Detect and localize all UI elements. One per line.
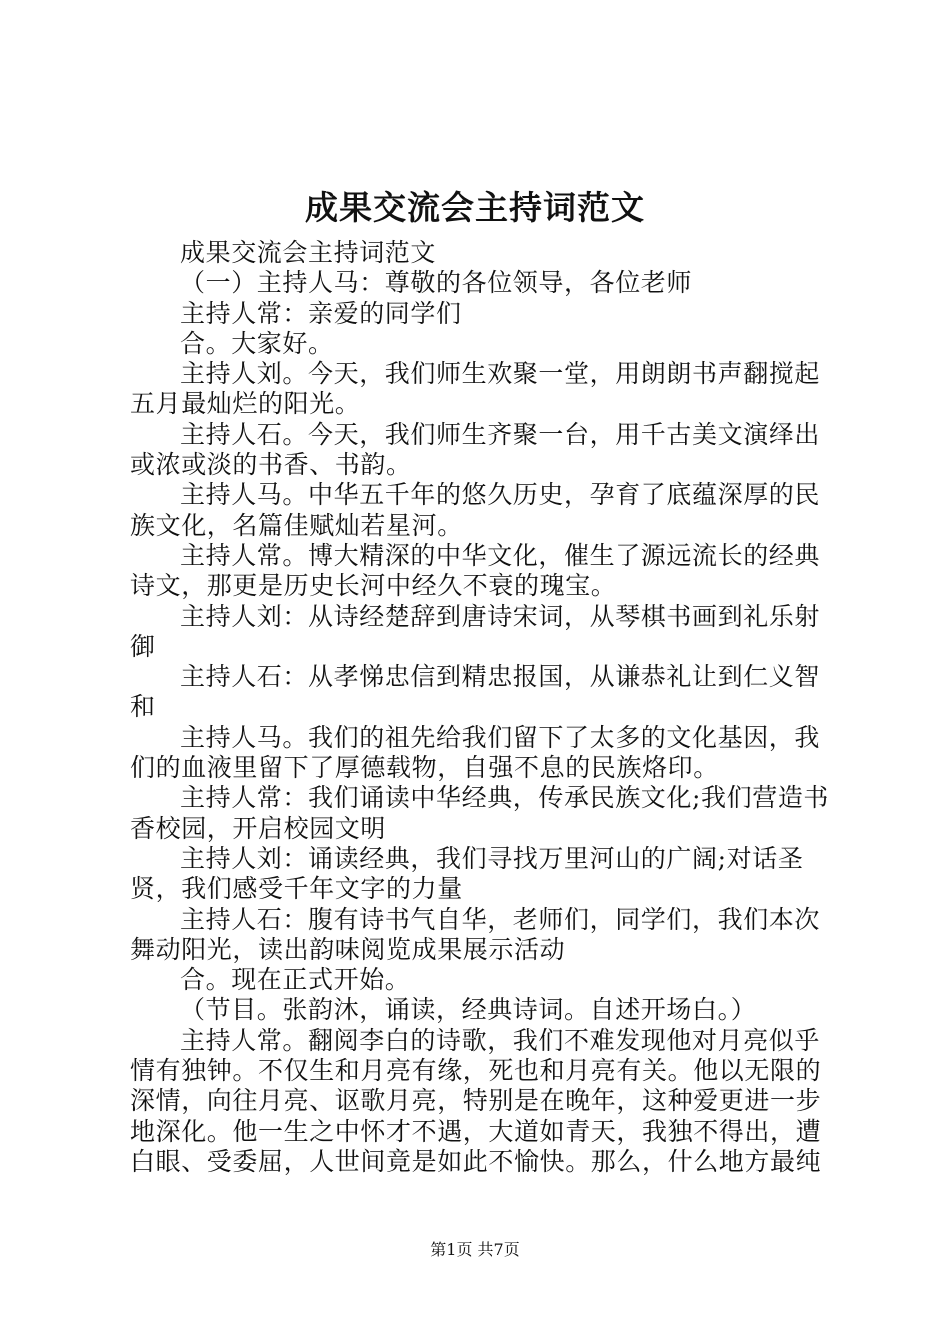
- paragraph: 主持人石：腹有诗书气自华，老师们，同学们，我们本次舞动阳光，读出韵味阅览成果展示活动: [130, 904, 821, 964]
- page-footer: 第1页 共7页: [430, 1240, 520, 1259]
- paragraph: 主持人刘。今天，我们师生欢聚一堂，用朗朗书声翻搅起五月最灿烂的阳光。: [130, 359, 821, 419]
- paragraph: 主持人常：我们诵读中华经典，传承民族文化;我们营造书香校园，开启校园文明: [130, 783, 830, 843]
- document-title: 成果交流会主持词范文: [305, 188, 645, 227]
- paragraph: 成果交流会主持词范文: [180, 238, 437, 267]
- paragraph: 主持人石。今天，我们师生齐聚一台，用千古美文演绎出或浓或淡的书香、书韵。: [130, 419, 821, 480]
- paragraph: 主持人刘：诵读经典，我们寻找万里河山的广阔;对话圣贤，我们感受千年文字的力量: [130, 843, 804, 904]
- document-body: [130, 238, 836, 1177]
- paragraph: 合。大家好。: [180, 328, 334, 358]
- paragraph: （一）主持人马：尊敬的各位领导，各位老师: [180, 268, 693, 298]
- paragraph: 合。现在正式开始。: [180, 965, 411, 995]
- paragraph: 主持人常：亲爱的同学们: [180, 298, 462, 328]
- paragraph: 主持人马。我们的祖先给我们留下了太多的文化基因，我们的血液里留下了厚德载物，自强不息的民族烙印。: [130, 722, 821, 783]
- paragraph: 主持人马。中华五千年的悠久历史，孕育了底蕴深厚的民族文化，名篇佳赋灿若星河。: [130, 480, 821, 540]
- paragraph: （节目。张韵沐，诵读，经典诗词。自述开场白。）: [180, 995, 757, 1025]
- paragraph: 主持人刘：从诗经楚辞到唐诗宋词，从琴棋书画到礼乐射御: [130, 601, 821, 661]
- paragraph: 主持人常。博大精深的中华文化，催生了源远流长的经典诗文，那更是历史长河中经久不衰的瑰宝。: [130, 540, 821, 601]
- paragraph: 主持人常。翻阅李白的诗歌，我们不难发现他对月亮似乎情有独钟。不仅生和月亮有缘，死也和月亮有关。他以无限的深情，向往月亮、讴歌月亮，特别是在晚年，这种爱更进一步地深化。他一生之中怀才不遇，大道如青天，我独不得出，遭白眼、受委屈，人世间竟是如此不愉快。那么，什么地方最纯: [130, 1025, 822, 1176]
- paragraph: 主持人石：从孝悌忠信到精忠报国，从谦恭礼让到仁义智和: [130, 662, 821, 722]
